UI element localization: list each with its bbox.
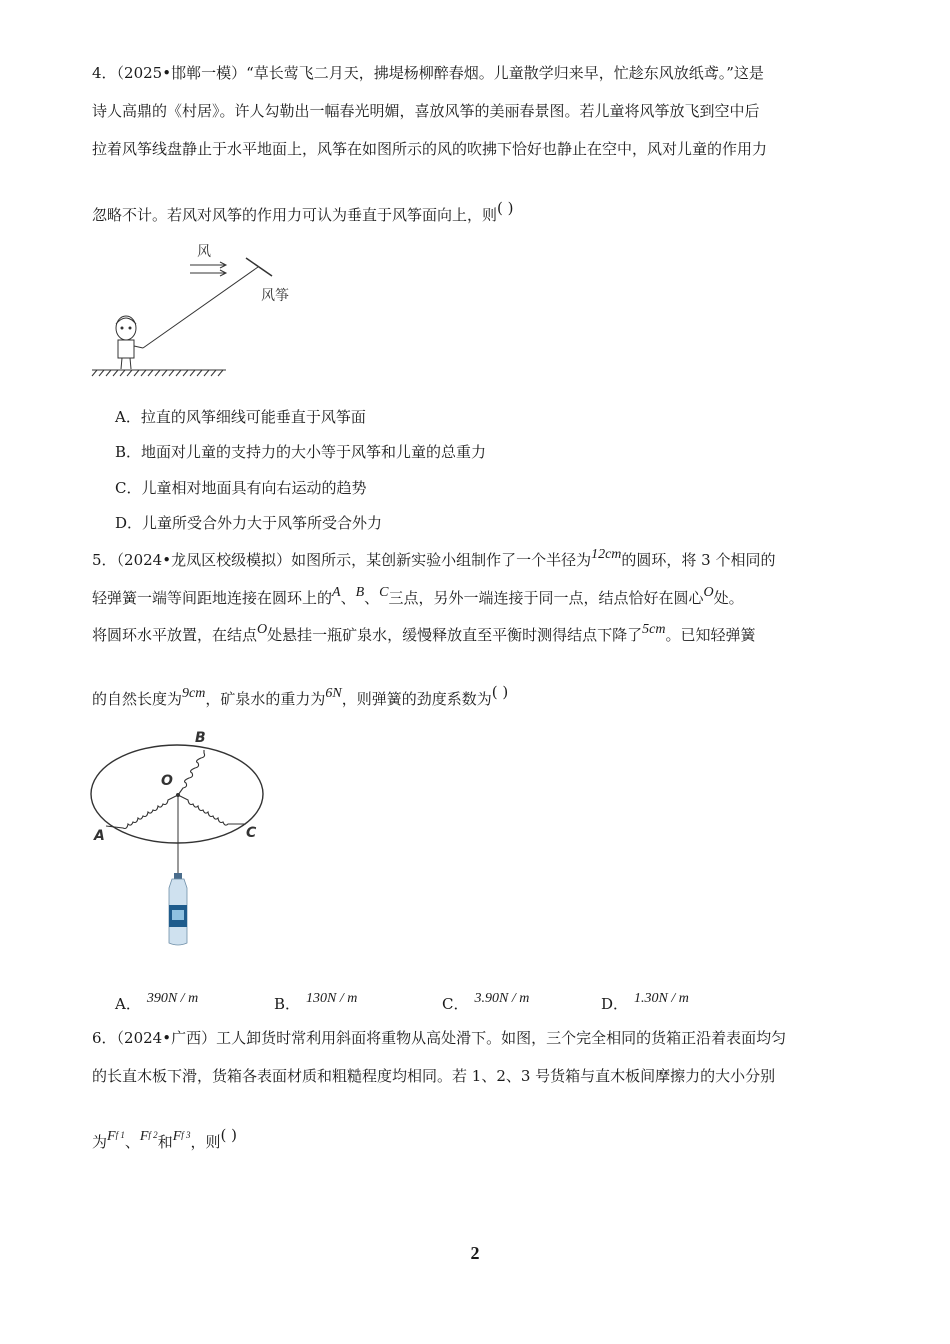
f1-subscript: f 1	[115, 1130, 125, 1140]
point-o: O	[703, 585, 714, 600]
page-number: 2	[470, 1243, 480, 1263]
child-figure	[116, 316, 143, 369]
q6-sep: 、	[124, 1133, 140, 1151]
q5-line-1-a: 5．（2024•龙凤区校级模拟）如图所示，某创新实验小组制作了一个半径为	[92, 551, 592, 569]
spring-oc	[178, 795, 246, 825]
q5-option-d[interactable]	[601, 993, 689, 1014]
q4-line-4-text: 忽略不计。若风对风筝的作用力可认为垂直于风筝面向上，则	[92, 206, 498, 224]
q5-line-2	[92, 587, 744, 608]
q4-line-4	[92, 199, 514, 225]
weight-value: 6N	[325, 686, 342, 701]
q5-option-b-label: B．	[274, 995, 301, 1013]
q6-line-3	[92, 1126, 238, 1152]
q5-line-1	[92, 549, 776, 570]
q4-option-c[interactable]: C．儿童相对地面具有向右运动的趋势	[115, 479, 367, 497]
label-a: A	[94, 828, 105, 844]
f2-subscript: f 2	[148, 1130, 158, 1140]
label-o: O	[161, 773, 173, 789]
q5-line-3-a: 将圆环水平放置，在结点	[92, 626, 258, 644]
q5-line-4-a: 的自然长度为	[92, 690, 183, 708]
wind-label: 风	[197, 244, 211, 260]
natural-length-value: 9cm	[182, 686, 206, 701]
point-b: B	[355, 585, 365, 600]
q6-and: 和	[157, 1133, 173, 1151]
q5-option-c-value: 3.90N / m	[474, 991, 530, 1006]
q5-option-c[interactable]	[442, 993, 529, 1014]
q5-line-2-a: 轻弹簧一端等间距地连接在圆环上的	[92, 589, 333, 607]
q5-line-2-c: 处。	[713, 589, 744, 607]
q5-option-d-value: 1.30N / m	[634, 991, 689, 1006]
q5-line-4	[92, 683, 509, 709]
q4-line-2: 诗人高鼎的《村居》。许人勾勒出一幅春光明媚，喜放风筝的美丽春景图。若儿童将风筝放飞到空中后	[92, 102, 760, 120]
radius-value: 12cm	[591, 547, 622, 562]
drop-value: 5cm	[642, 622, 666, 637]
f3-subscript: f 3	[181, 1130, 191, 1140]
q5-option-d-label: D．	[601, 995, 629, 1013]
ground	[92, 370, 226, 376]
point-o-2: O	[257, 622, 268, 637]
spring-oa	[106, 795, 178, 829]
q5-option-a-value: 390N / m	[146, 991, 199, 1006]
q6-line-1: 6．（2024•广西）工人卸货时常利用斜面将重物从高处滑下。如图，三个完全相同的货箱正沿着表面均匀	[92, 1029, 787, 1047]
knot-o	[176, 793, 180, 797]
q5-line-2-b: 三点，另外一端连接于同一点，结点恰好在圆心	[388, 589, 704, 607]
sep-1: 、	[340, 589, 356, 607]
point-a: A	[332, 585, 341, 600]
wind-arrows	[190, 262, 226, 276]
label-b: B	[195, 730, 206, 746]
kite-label: 风筝	[261, 288, 289, 304]
q5-line-3-b: 处悬挂一瓶矿泉水，缓慢释放直至平衡时测得结点下降了	[267, 626, 643, 644]
q5-option-c-label: C．	[442, 995, 469, 1013]
q6-line-3-a: 为	[92, 1133, 108, 1151]
q4-option-b[interactable]: B．地面对儿童的支持力的大小等于风筝和儿童的总重力	[115, 443, 487, 461]
q4-option-a[interactable]: A．拉直的风筝细线可能垂直于风筝面	[115, 408, 366, 426]
q4-option-d[interactable]: D．儿童所受合外力大于风筝所受合外力	[115, 514, 383, 532]
friction-f3	[173, 1129, 191, 1144]
q5-option-b[interactable]	[274, 993, 357, 1014]
kite-figure	[88, 238, 318, 383]
q5-option-b-value: 130N / m	[306, 991, 358, 1006]
point-c: C	[379, 585, 389, 600]
friction-f1	[107, 1129, 125, 1144]
friction-f2	[140, 1129, 158, 1144]
q5-line-3-c: 。已知轻弹簧	[665, 626, 756, 644]
f3-symbol: F	[172, 1129, 182, 1144]
kite-string	[143, 267, 258, 348]
q5-line-1-b: 的圆环，将 3 个相同的	[621, 551, 776, 569]
f1-symbol: F	[107, 1129, 116, 1144]
q5-line-3	[92, 624, 756, 645]
q5-line-4-c: ，则弹簧的劲度系数为	[341, 690, 492, 708]
q5-option-a-label: A．	[115, 995, 141, 1013]
q4-answer-paren: ( )	[497, 199, 514, 217]
ring-spring-figure	[86, 725, 271, 950]
sep-2: 、	[364, 589, 380, 607]
q6-line-2: 的长直木板下滑，货箱各表面材质和粗糙程度均相同。若 1、2、3 号货箱与直木板间摩擦力的大小分别	[92, 1067, 776, 1085]
q4-line-1: 4．（2025•邯郸一模）“草长莺飞二月天，拂堤杨柳醉春烟。儿童散学归来早，忙趁东风放纸鸢。”这是	[92, 64, 764, 82]
q4-line-3: 拉着风筝线盘静止于水平地面上，风筝在如图所示的风的吹拂下恰好也静止在空中，风对儿童的作用力	[92, 140, 768, 158]
q5-option-a[interactable]	[115, 993, 198, 1014]
spring-ob	[178, 750, 205, 795]
label-c: C	[246, 825, 257, 841]
q6-answer-paren: ( )	[220, 1126, 238, 1144]
q5-answer-paren: ( )	[491, 683, 509, 701]
q5-line-4-b: ，矿泉水的重力为	[205, 690, 326, 708]
water-bottle-icon	[169, 873, 187, 945]
q6-line-3-b: ，则	[190, 1133, 221, 1151]
f2-symbol: F	[139, 1129, 149, 1144]
